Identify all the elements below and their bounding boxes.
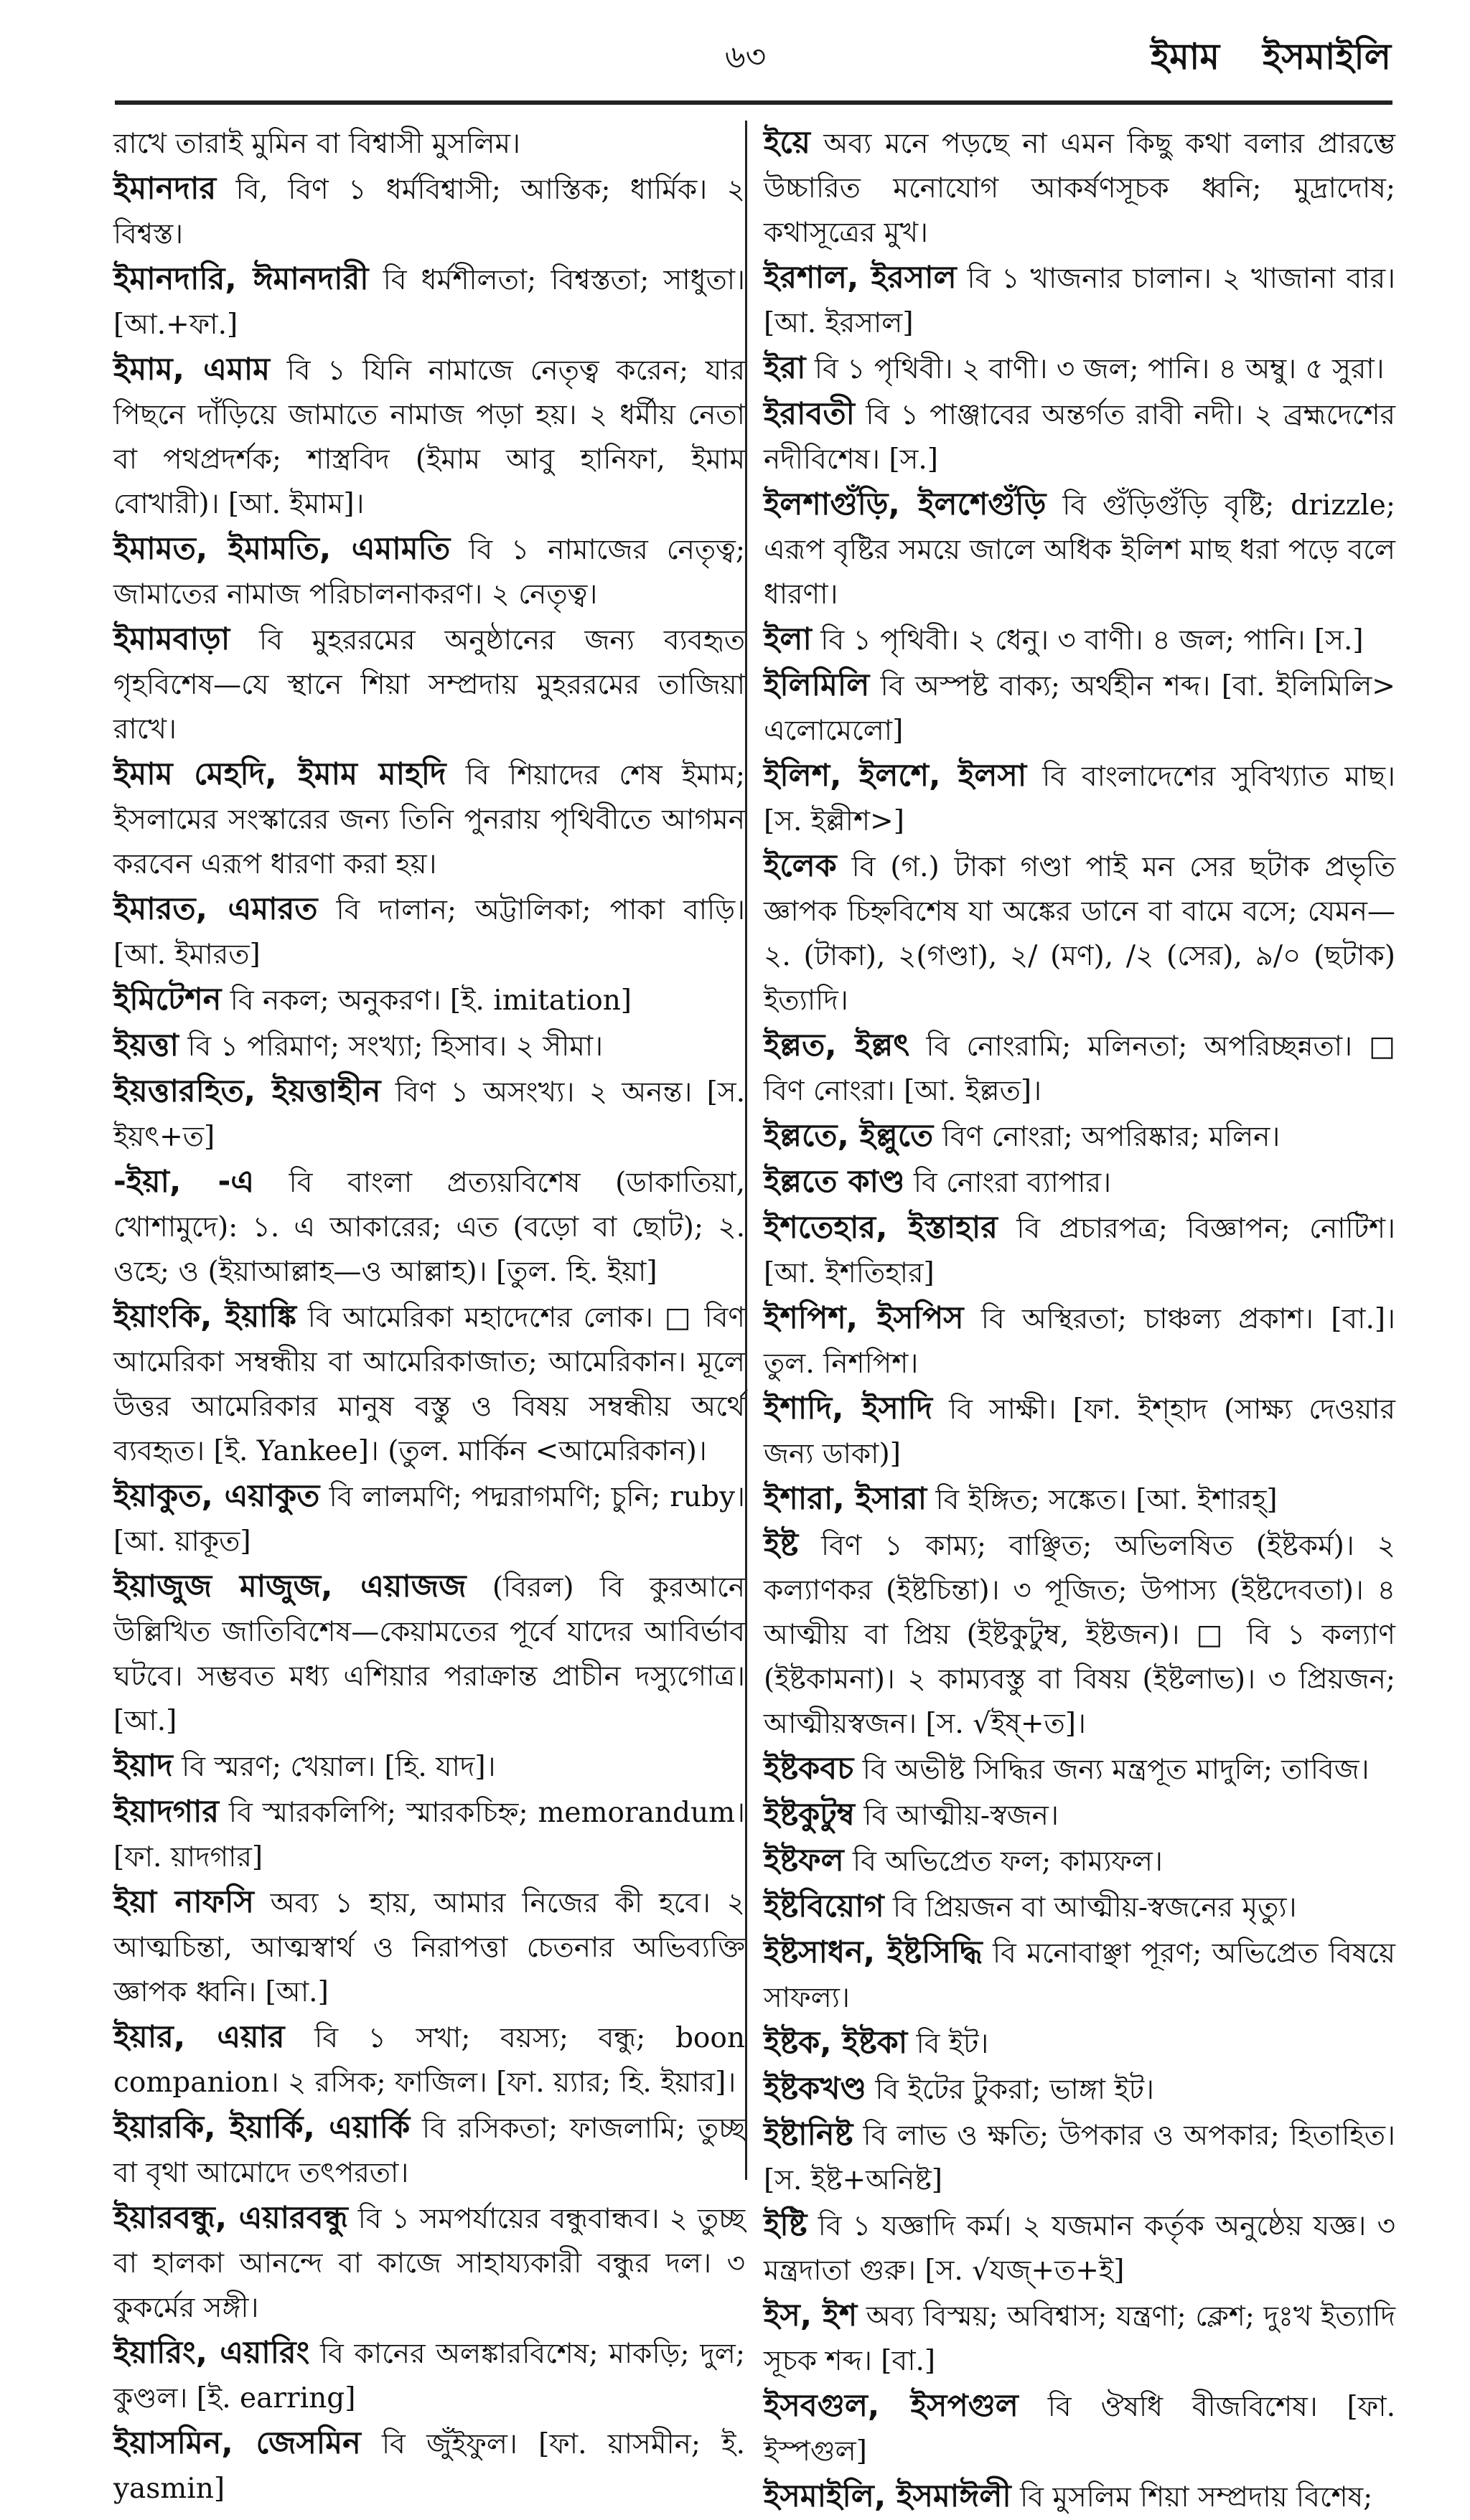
definition: বি ১ খাজনার চালান। ২ খাজানা বার। [আ. ইরসাল]	[764, 263, 1395, 339]
headword: ইশারা, ইসারা	[764, 1481, 927, 1517]
dictionary-entry	[764, 2203, 1395, 2293]
dictionary-entry	[113, 977, 745, 1023]
definition: বি অস্পষ্ট বাক্য; অর্থহীন শব্দ। [বা. ইলিমিলি> এলোমেলো]	[764, 670, 1395, 747]
column-divider	[745, 121, 747, 2180]
headword: ইলিমিলি	[764, 667, 870, 703]
dictionary-entry	[113, 1744, 745, 1790]
definition: বি ১ পরিমাণ; সংখ্যা; হিসাব। ২ সীমা।	[187, 1030, 604, 1063]
headword: ইমাম মেহদি, ইমাম মাহদি	[113, 756, 446, 792]
definition: বি ১ যজ্ঞাদি কর্ম। ২ যজমান কর্তৃক অনুষ্ঠেয় যজ্ঞ। ৩ মন্ত্রদাতা গুরু। [স. √যজ্+ত+ই]	[764, 2210, 1395, 2287]
definition: রাখে তারাই মুমিন বা বিশ্বাসী মুসলিম।	[113, 128, 521, 160]
definition: বি কানের অলঙ্কারবিশেষ; মাকড়ি; দুল; কুণ্ডল। [ই. earring]	[113, 2338, 745, 2415]
definition: বি স্মরণ; খেয়াল। [হি. যাদ]।	[182, 1751, 496, 1783]
headword: ইষ্ট	[764, 1527, 799, 1563]
dictionary-entry	[764, 121, 1395, 255]
dictionary-entry	[764, 482, 1395, 617]
dictionary-entry	[764, 1930, 1395, 2021]
dictionary-entry	[764, 753, 1395, 844]
headword: ইল্লতে কাণ্ড	[764, 1164, 905, 1200]
headword: ইষ্টক, ইষ্টকা	[764, 2025, 908, 2061]
definition: বিণ নোংরা; অপরিষ্কার; মলিন।	[942, 1121, 1281, 1153]
guide-word-end: ইসমাইলি	[1263, 36, 1391, 77]
dictionary-entry	[113, 1160, 745, 1294]
dictionary-entry	[764, 1838, 1395, 1884]
definition: বি মনোবাঞ্ছা পূরণ; অভিপ্রেত বিষয়ে সাফল্য।	[764, 1937, 1395, 2014]
dictionary-entry	[113, 1474, 745, 1564]
dictionary-entry	[764, 617, 1395, 663]
definition: বিণ ১ কাম্য; বাঞ্ছিত; অভিলষিত (ইষ্টকর্ম)। ২ কল্যাণকর (ইষ্টচিন্তা)। ৩ পূজিত; উপাস্য (ইষ্টদেবতা)। ৪ আত্মীয় বা প্রিয় (ইষ্টকুটুম্ব, ইষ্টজন)। □ বি ১ কল্যাণ (ইষ্টকামনা)। ২ কাম্যবস্তু বা বিষয় (ইষ্টলাভ)। ৩ প্রিয়জন; আত্মীয়স্বজন। [স. √ইষ্+ত]।	[764, 1530, 1395, 1740]
definition: বি ১ পাঞ্জাবের অন্তর্গত রাবী নদী। ২ ব্রহ্মদেশের নদীবিশেষ। [স.]	[764, 399, 1395, 476]
headword: ইলা	[764, 621, 812, 657]
guide-words	[1151, 30, 1391, 90]
dictionary-entry	[764, 1386, 1395, 1477]
definition: বি রসিকতা; ফাজলামি; তুচ্ছ বা বৃথা আমোদে তৎপরতা।	[113, 2112, 746, 2189]
headword: ইয়ত্তারহিত, ইয়ত্তাহীন	[113, 1073, 381, 1109]
dictionary-entry	[764, 1205, 1395, 1296]
definition: বি নোংরা ব্যাপার।	[913, 1167, 1112, 1199]
headword: ইসবগুল, ইসপগুল	[764, 2388, 1019, 2424]
dictionary-entry	[113, 347, 745, 527]
dictionary-entry	[113, 1023, 745, 1069]
definition: বি ইটের টুকরা; ভাঙ্গা ইট।	[875, 2074, 1154, 2106]
headword: ইমানদার	[113, 171, 217, 207]
headword: ইয়াদগার	[113, 1794, 220, 1830]
headword: ইল্লতে, ইল্লুতে	[764, 1118, 934, 1154]
definition: বি ইঙ্গিত; সঙ্কেত। [আ. ইশারহ্]	[935, 1484, 1278, 1516]
definition: বি বাংলা প্রত্যয়বিশেষ (ডাকাতিয়া, খোশামুদে): ১. এ আকারের; এত (বড়ো বা ছোট); ২. ওহে; ও (ইয়াআল্লাহ—ও আল্লাহ)। [তুল. হি. ইয়া]	[113, 1167, 745, 1288]
headword: ইল্লত, ইল্লৎ	[764, 1028, 910, 1063]
dictionary-entry	[764, 2384, 1395, 2474]
dictionary-entry	[113, 617, 745, 752]
definition: বি জুঁইফুল। [ফা. য়াসমীন; ই. yasmin]	[113, 2428, 745, 2505]
headword: ইমাম, এমাম	[113, 352, 271, 387]
dictionary-entry	[113, 121, 745, 166]
dictionary-entry	[113, 1880, 745, 2015]
dictionary-entry	[113, 2196, 745, 2331]
dictionary-entry	[764, 1746, 1395, 1792]
headword: ইয়া নাফসি	[113, 1884, 254, 1920]
headword: ইষ্টসাধন, ইষ্টসিদ্ধি	[764, 1934, 983, 1970]
definition: বি মুসলিম শিয়া সম্প্রদায় বিশেষ;	[1020, 2481, 1373, 2514]
headword: ইয়াদ	[113, 1748, 173, 1784]
headword: ইশপিশ, ইসপিস	[764, 1300, 964, 1336]
headword: ইরা	[764, 350, 806, 386]
dictionary-entry	[113, 257, 745, 347]
definition: (বিরল) বি কুরআনে উল্লিখিত জাতিবিশেষ—কেয়ামতের পূর্বে যাদের আবির্ভাব ঘটবে। সম্ভবত মধ্য এশিয়ার পরাক্রান্ত প্রাচীন দস্যুগোত্র। [আ.]	[113, 1571, 745, 1737]
dictionary-entry	[764, 346, 1395, 392]
definition: বি ১ নামাজের নেতৃত্ব; জামাতের নামাজ পরিচালনাকরণ। ২ নেতৃত্ব।	[113, 534, 745, 611]
definition: বি আমেরিকা মহাদেশের লোক। □ বিণ আমেরিকা সম্বন্ধীয় বা আমেরিকাজাত; আমেরিকান। মূলে উত্তর আমেরিকার মানুষ বস্তু ও বিষয় সম্বন্ধীয় অর্থে ব্যবহৃত। [ই. Yankee]। (তুল. মার্কিন <আমেরিকান)।	[113, 1302, 746, 1467]
headword: ইয়াসমিন, জেসমিন	[113, 2425, 361, 2461]
headword: ইষ্টফল	[764, 1843, 844, 1879]
definition: বি সাক্ষী। [ফা. ইশ্‌হাদ (সাক্ষ্য দেওয়ার জন্য ডাকা)]	[764, 1393, 1395, 1470]
dictionary-entry	[764, 392, 1395, 482]
dictionary-entry	[764, 2112, 1395, 2203]
headword: ইরশাল, ইরসাল	[764, 260, 957, 296]
definition: বি ধর্মশীলতা; বিশ্বস্ততা; সাধুতা। [আ.+ফা.]	[113, 264, 745, 341]
headword: ইলশাগুঁড়ি, ইলশেগুঁড়ি	[764, 486, 1047, 522]
definition: বি দালান; অট্টালিকা; পাকা বাড়ি। [আ. ইমারত]	[113, 894, 745, 971]
definition: বি ১ পৃথিবী। ২ ধেনু। ৩ বাণী। ৪ জল; পানি। [স.]	[820, 624, 1364, 657]
dictionary-entry	[113, 752, 745, 887]
dictionary-entry	[764, 2474, 1395, 2520]
dictionary-entry	[764, 2021, 1395, 2067]
definition: বি ইট।	[916, 2028, 989, 2060]
dictionary-entry	[113, 2105, 745, 2196]
headword: ইয়ে	[764, 125, 810, 161]
left-column	[113, 121, 746, 2505]
headword: ইস, ইশ	[764, 2298, 858, 2333]
definition: বি ঔষধি বীজবিশেষ। [ফা. ইস্পগুল]	[764, 2391, 1395, 2468]
headword: ইমিটেশন	[113, 982, 222, 1017]
headword: ইষ্টকুটুম্ব	[764, 1797, 855, 1833]
definition: বি লাভ ও ক্ষতি; উপকার ও অপকার; হিতাহিত। [স. ইষ্ট+অনিষ্ট]	[764, 2120, 1395, 2196]
headword: -ইয়া, -এ	[113, 1164, 255, 1200]
definition: বি গুঁড়িগুঁড়ি বৃষ্টি; drizzle; এরূপ বৃষ্টির সময়ে জালে অধিক ইলিশ মাছ ধরা পড়ে বলে ধারণা।	[764, 489, 1395, 611]
headword: ইষ্টকখণ্ড	[764, 2071, 866, 2107]
dictionary-entry	[113, 1790, 745, 1880]
dictionary-entry	[764, 1523, 1395, 1746]
definition: বি, বিণ ১ ধর্মবিশ্বাসী; আস্তিক; ধার্মিক। ২ বিশ্বস্ত।	[113, 174, 745, 250]
headword: ইষ্টবিয়োগ	[764, 1889, 884, 1924]
headword: ইয়াজুজ মাজুজ, এয়াজজ	[113, 1569, 467, 1604]
dictionary-entry	[764, 2293, 1395, 2384]
headword: ইষ্টকবচ	[764, 1751, 854, 1787]
headword: ইমামত, ইমামতি, এমামতি	[113, 531, 451, 567]
dictionary-entry	[764, 1160, 1395, 1205]
dictionary-entry	[764, 844, 1395, 1023]
definition: অব্য ১ হায়, আমার নিজের কী হবে। ২ আত্মচিন্তা, আত্মস্বার্থ ও নিরাপত্তা চেতনার অভিব্যক্তি জ্ঞাপক ধ্বনি। [আ.]	[113, 1887, 745, 2008]
headword: ইশাদি, ইসাদি	[764, 1391, 933, 1426]
definition: বি মুহররমের অনুষ্ঠানের জন্য ব্যবহৃত গৃহবিশেষ—যে স্থানে শিয়া সম্প্রদায় মুহররমের তাজিয়া রাখে।	[113, 624, 745, 746]
headword: ইয়াকুত, এয়াকুত	[113, 1478, 320, 1514]
headword: ইয়ারকি, ইয়ার্কি, এয়ার্কি	[113, 2110, 411, 2145]
headword: ইষ্টি	[764, 2207, 807, 2243]
definition: বি স্মারকলিপি; স্মারকচিহ্ন; memorandum। [ফা. য়াদগার]	[113, 1797, 746, 1873]
definition: বিণ ১ অসংখ্য। ২ অনন্ত। [স. ইয়ৎ+ত]	[113, 1076, 746, 1153]
definition: বি লালমণি; পদ্মরাগমণি; চুনি; ruby। [আ. য়াকূত]	[113, 1481, 745, 1558]
dictionary-entry	[113, 2421, 745, 2511]
definition: অব্য মনে পড়ছে না এমন কিছু কথা বলার প্রারম্ভে উচ্চারিত মনোযোগ আকর্ষণসূচক ধ্বনি; মুদ্রাদোষ; কথাসূত্রের মুখ।	[764, 128, 1395, 249]
dictionary-entry	[113, 2331, 745, 2421]
headword: ইয়ারিং, এয়ারিং	[113, 2335, 310, 2371]
dictionary-entry	[113, 2015, 745, 2105]
definition: বি অস্থিরতা; চাঞ্চল্য প্রকাশ। [বা.]। তুল. নিশপিশ।	[764, 1303, 1396, 1380]
definition: বি (গ.) টাকা গণ্ডা পাই মন সের ছটাক প্রভৃতি জ্ঞাপক চিহ্নবিশেষ যা অঙ্কের ডানে বা বামে বসে; যেমন— ২. (টাকা), ২(গণ্ডা), ২/ (মণ), /২ (সের), ৯/০ (ছটাক) ইত্যাদি।	[764, 851, 1395, 1017]
definition: বি প্রচারপত্র; বিজ্ঞাপন; নোটিশ। [আ. ইশতিহার]	[764, 1213, 1395, 1289]
right-column	[764, 121, 1396, 2514]
dictionary-entry	[764, 1477, 1395, 1523]
headword: ইলিশ, ইলশে, ইলসা	[764, 758, 1027, 794]
dictionary-entry	[764, 1884, 1395, 1930]
headword: ইয়ত্তা	[113, 1028, 179, 1063]
dictionary-entry	[113, 1564, 745, 1744]
definition: বি অভীষ্ট সিদ্ধির জন্য মন্ত্রপূত মাদুলি; তাবিজ।	[862, 1754, 1370, 1786]
definition: বি বাংলাদেশের সুবিখ্যাত মাছ। [স. ইল্লীশ>]	[764, 761, 1396, 837]
definition: বি ১ পৃথিবী। ২ বাণী। ৩ জল; পানি। ৪ অম্বু। ৫ সুরা।	[814, 353, 1385, 385]
definition: অব্য বিস্ময়; অবিশ্বাস; যন্ত্রণা; ক্লেশ; দুঃখ ইত্যাদি সূচক শব্দ। [বা.]	[764, 2300, 1395, 2377]
dictionary-entry	[764, 1023, 1395, 1114]
dictionary-entry	[113, 1294, 745, 1474]
headword: ইরাবতী	[764, 396, 855, 432]
dictionary-entry	[113, 887, 745, 977]
headword: ইমামবাড়া	[113, 621, 230, 657]
dictionary-entry	[764, 2067, 1395, 2112]
dictionary-entry	[113, 527, 745, 617]
definition: বি নকল; অনুকরণ। [ই. imitation]	[230, 984, 632, 1017]
dictionary-entry	[764, 663, 1395, 753]
definition: বি অভিপ্রেত ফল; কাম্যফল।	[853, 1846, 1163, 1878]
definition: বি ১ সখা; বয়স্য; বন্ধু; boon companion। ২ রসিক; ফাজিল। [ফা. য়্যার; হি. ইয়ার]।	[113, 2022, 745, 2099]
definition: বি আত্মীয়-স্বজন।	[863, 1800, 1059, 1832]
headword: ইমারত, এমারত	[113, 891, 318, 927]
guide-word-start: ইমাম	[1151, 36, 1220, 77]
dictionary-entry	[764, 255, 1395, 346]
dictionary-entry	[764, 1296, 1395, 1386]
definition: বি ১ যিনি নামাজে নেতৃত্ব করেন; যার পিছনে দাঁড়িয়ে জামাতে নামাজ পড়া হয়। ২ ধর্মীয় নেতা বা পথপ্রদর্শক; শাস্ত্রবিদ (ইমাম আবু হানিফা, ইমাম বোখারী)। [আ. ইমাম]।	[113, 354, 745, 520]
dictionary-entry	[764, 1114, 1395, 1160]
dictionary-entry	[764, 1792, 1395, 1838]
dictionary-entry	[113, 1069, 745, 1160]
page-number: ৬৩	[725, 39, 767, 75]
header-rule	[115, 100, 1392, 105]
headword: ইমানদারি, ঈমানদারী	[113, 261, 369, 297]
headword: ইলেক	[764, 848, 837, 884]
headword: ইষ্টানিষ্ট	[764, 2117, 853, 2153]
headword: ইয়ারবন্ধু, এয়ারবন্ধু	[113, 2200, 348, 2236]
headword: ইয়াংকি, ইয়াঙ্কি	[113, 1299, 297, 1335]
definition: বি নোংরামি; মলিনতা; অপরিচ্ছন্নতা। □ বিণ নোংরা। [আ. ইল্লত]।	[764, 1030, 1396, 1107]
page-header	[0, 20, 1470, 99]
definition: বি প্রিয়জন বা আত্মীয়-স্বজনের মৃত্যু।	[893, 1891, 1297, 1924]
definition: বি ১ সমপর্যায়ের বন্ধুবান্ধব। ২ তুচ্ছ বা হালকা আনন্দে বা কাজে সাহায্যকারী বন্ধুর দল। ৩ কুকর্মের সঙ্গী।	[113, 2203, 745, 2324]
definition: বি শিয়াদের শেষ ইমাম; ইসলামের সংস্কারের জন্য তিনি পুনরায় পৃথিবীতে আগমন করবেন এরূপ ধারণা করা হয়।	[113, 759, 745, 880]
headword: ইশতেহার, ইস্তাহার	[764, 1210, 998, 1246]
headword: ইয়ার, এয়ার	[113, 2019, 285, 2055]
headword: ইসমাইলি, ইসমাঈলী	[764, 2478, 1011, 2514]
dictionary-entry	[113, 166, 745, 257]
